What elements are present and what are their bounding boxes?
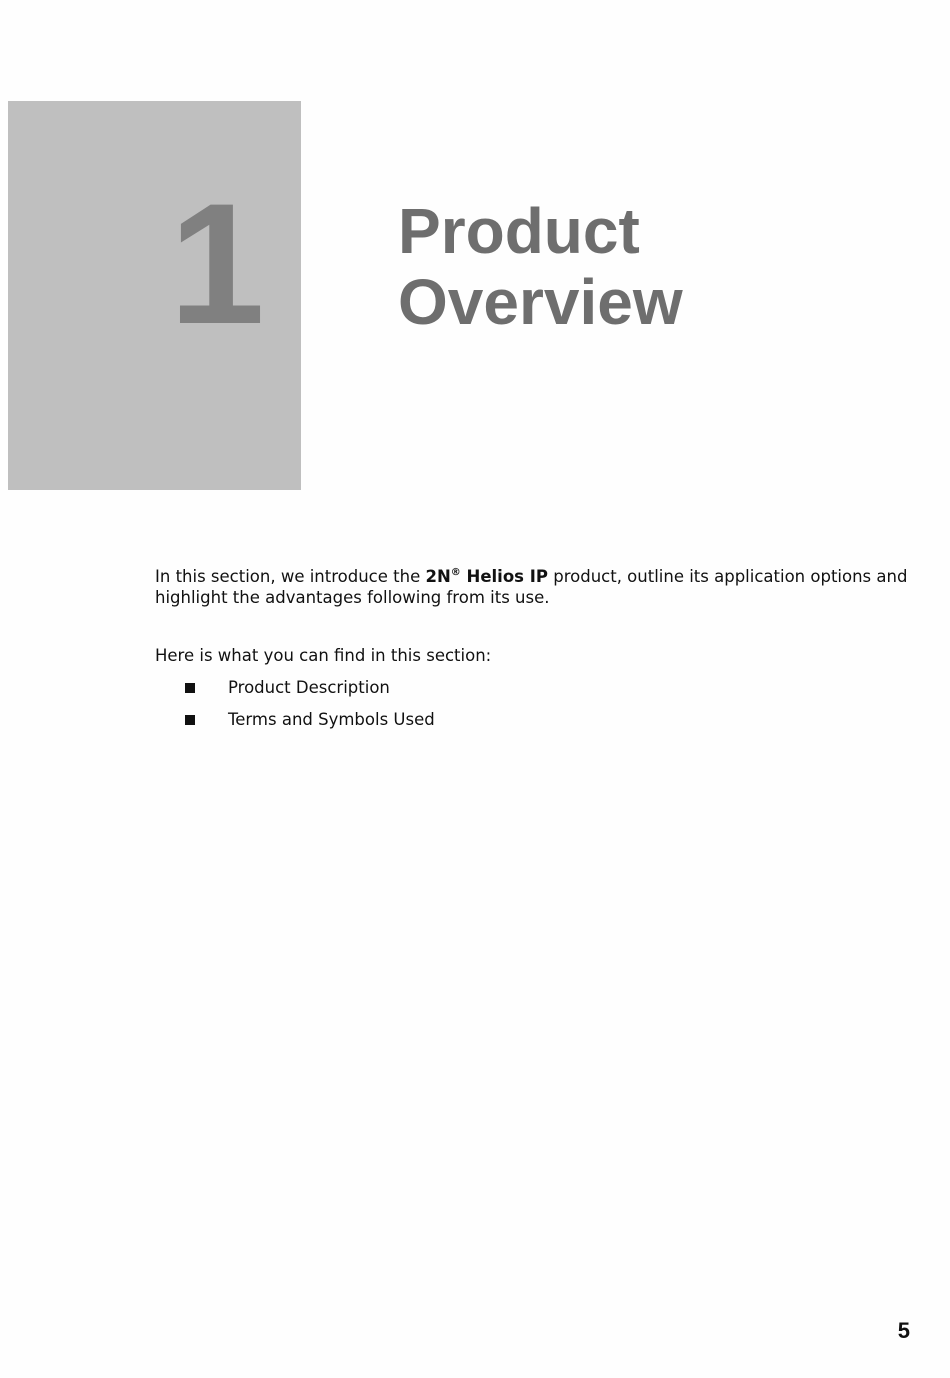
chapter-title-line-1: Product — [398, 195, 640, 267]
square-bullet-icon — [185, 683, 195, 693]
brand-name: 2N — [425, 567, 451, 586]
intro-text-before: In this section, we introduce the — [155, 567, 426, 586]
list-item-label: Product Description — [228, 678, 390, 697]
chapter-number: 1 — [169, 168, 261, 360]
intro-text-after: product, outline its application options and highlight the advantages following from its use. — [155, 567, 908, 607]
square-bullet-icon — [185, 715, 195, 725]
product-name: Helios IP — [460, 567, 548, 586]
intro-paragraph — [155, 562, 925, 608]
section-contents-lead: Here is what you can find in this section: — [155, 646, 492, 665]
registered-mark: ® — [450, 567, 461, 578]
page-number: 5 — [897, 1318, 910, 1343]
chapter-title-line-2: Overview — [398, 266, 683, 338]
chapter-title — [398, 196, 683, 338]
list-item-label: Terms and Symbols Used — [228, 710, 435, 729]
